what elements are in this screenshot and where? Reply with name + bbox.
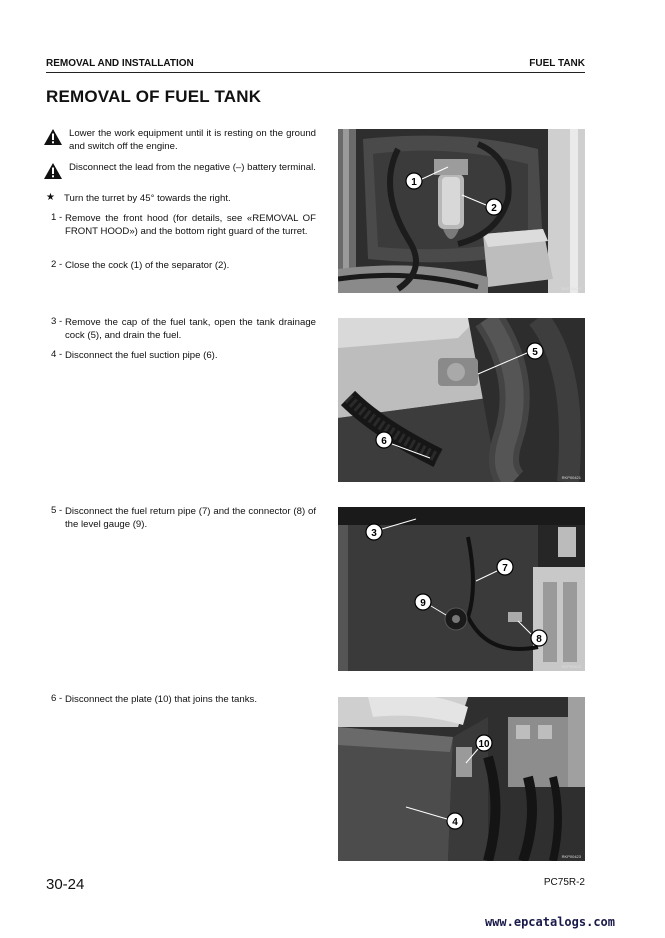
warning-text-2: Disconnect the lead from the negative (–) battery terminal. [69,162,316,173]
step-number: 4 - [51,349,63,360]
step-text: Disconnect the plate (10) that joins the tanks. [65,694,257,705]
figure-ref: RKP00422 [561,664,581,669]
figure-ref: RKP00420 [561,286,581,291]
callout-label: 1 [411,177,417,188]
callout-label: 2 [491,203,497,214]
page-number: 30-24 [46,876,85,893]
callout-label: 7 [502,563,508,574]
step-number: 5 - [51,505,63,516]
callout-label: 4 [452,817,458,828]
figure-2-photo [338,318,585,482]
note-text: Turn the turret by 45° towards the right. [64,193,231,204]
model-label: PC75R-2 [543,877,585,888]
callout-label: 9 [420,598,426,609]
warning-text-1: Lower the work equipment until it is resting on the ground and switch off the engine. [69,128,316,152]
watermark-link[interactable]: www.epcatalogs.com [484,915,615,929]
page-title: REMOVAL OF FUEL TANK [46,87,262,106]
section-label: REMOVAL AND INSTALLATION [46,58,194,69]
warning-icon [44,163,62,179]
step-number: 1 - [51,212,63,223]
page-header [46,58,585,73]
figure-3-photo [338,507,585,671]
callout-label: 10 [478,739,490,750]
figure-1-photo [338,129,585,293]
figure-ref: RKP00423 [561,854,581,859]
callout-label: 3 [371,528,377,539]
star-icon: ★ [46,192,55,203]
figure-ref: RKP00421 [561,475,581,480]
step-number: 6 - [51,693,63,704]
step-number: 2 - [51,259,63,270]
step-text: Close the cock (1) of the separator (2). [65,260,230,271]
topic-label: FUEL TANK [529,58,585,69]
step-text: Remove the cap of the fuel tank, open the tank drainage cock (5), and drain the fuel. [65,317,316,341]
step-text: Remove the front hood (for details, see «REMOVAL OF FRONT HOOD») and the bottom right guard of the turret. [65,213,316,237]
figure-4-photo [338,697,585,861]
step-number: 3 - [51,316,63,327]
callout-label: 6 [381,436,387,447]
callout-label: 8 [536,634,542,645]
step-text: Disconnect the fuel return pipe (7) and the connector (8) of the level gauge (9). [65,506,316,530]
callout-label: 5 [532,347,538,358]
step-text: Disconnect the fuel suction pipe (6). [65,350,218,361]
warning-icon [44,129,62,145]
